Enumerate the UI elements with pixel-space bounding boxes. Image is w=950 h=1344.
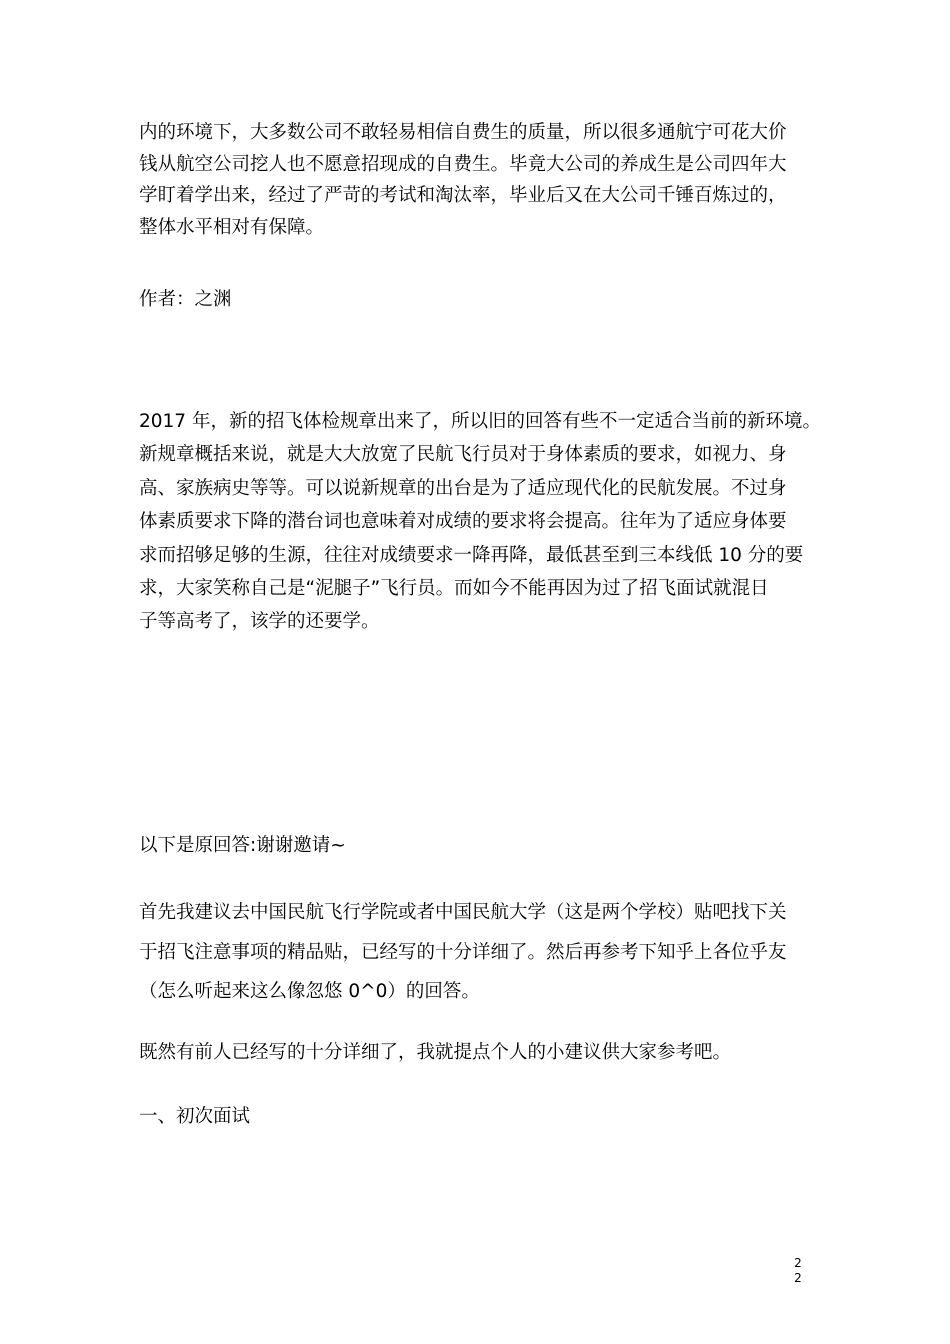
section-heading-text: 一、初次面试 — [139, 1106, 251, 1127]
paragraph-line: 求，大家笑称自己是“泥腿子”飞行员。而如今不能再因为过了招飞面试就混日 — [139, 577, 769, 599]
paragraph-line: 2017 年，新的招飞体检规章出来了，所以旧的回答有些不一定适合当前的新环境。 — [139, 411, 821, 432]
paragraph-suggestion — [139, 893, 829, 1012]
paragraph-line: 内的环境下，大多数公司不敢轻易相信自费生的质量，所以很多通航宁可花大价 — [139, 122, 787, 143]
paragraph-line: 首先我建议去中国民航飞行学院或者中国民航大学（这是两个学校）贴吧找下关 — [139, 902, 787, 923]
paragraph-line: 钱从航空公司挖人也不愿意招现成的自费生。毕竟大公司的养成生是公司四年大 — [139, 153, 787, 175]
page-number: 22 — [794, 1256, 802, 1285]
paragraph-line: 求而招够足够的生源，往往对成绩要求一降再降，最低甚至到三本线低 10 分的要 — [139, 544, 804, 566]
paragraph-line: （怎么听起来这么像忽悠 0^0）的回答。 — [139, 981, 480, 1002]
paragraph-personal-advice — [139, 1037, 829, 1069]
original-answer-intro — [139, 830, 829, 862]
paragraph-2017-regulations — [139, 405, 829, 639]
paragraph-line: 既然有前人已经写的十分详细了，我就提点个人的小建议供大家参考吧。 — [139, 1042, 732, 1063]
paragraph-line: 整体水平相对有保障。 — [139, 216, 325, 238]
author-text: 作者：之渊 — [139, 289, 232, 310]
paragraph-line: 于招飞注意事项的精品贴，已经写的十分详细了。然后再参考下知乎上各位乎友 — [139, 941, 787, 963]
paragraph-line: 新规章概括来说，就是大大放宽了民航飞行员对于身体素质的要求，如视力、身 — [139, 444, 787, 466]
paragraph-line: 学盯着学出来，经过了严苛的考试和淘汰率，毕业后又在大公司千锤百炼过的， — [139, 185, 787, 206]
paragraph-environment — [139, 117, 829, 243]
paragraph-line: 高、家族病史等等。可以说新规章的出台是为了适应现代化的民航发展。不过身 — [139, 477, 787, 499]
section-heading — [139, 1101, 829, 1133]
intro-text: 以下是原回答:谢谢邀请~ — [139, 835, 346, 856]
author-line — [139, 284, 829, 316]
paragraph-line: 体素质要求下降的潜台词也意味着对成绩的要求将会提高。往年为了适应身体要 — [139, 511, 787, 533]
paragraph-line: 子等高考了，该学的还要学。 — [139, 611, 380, 633]
